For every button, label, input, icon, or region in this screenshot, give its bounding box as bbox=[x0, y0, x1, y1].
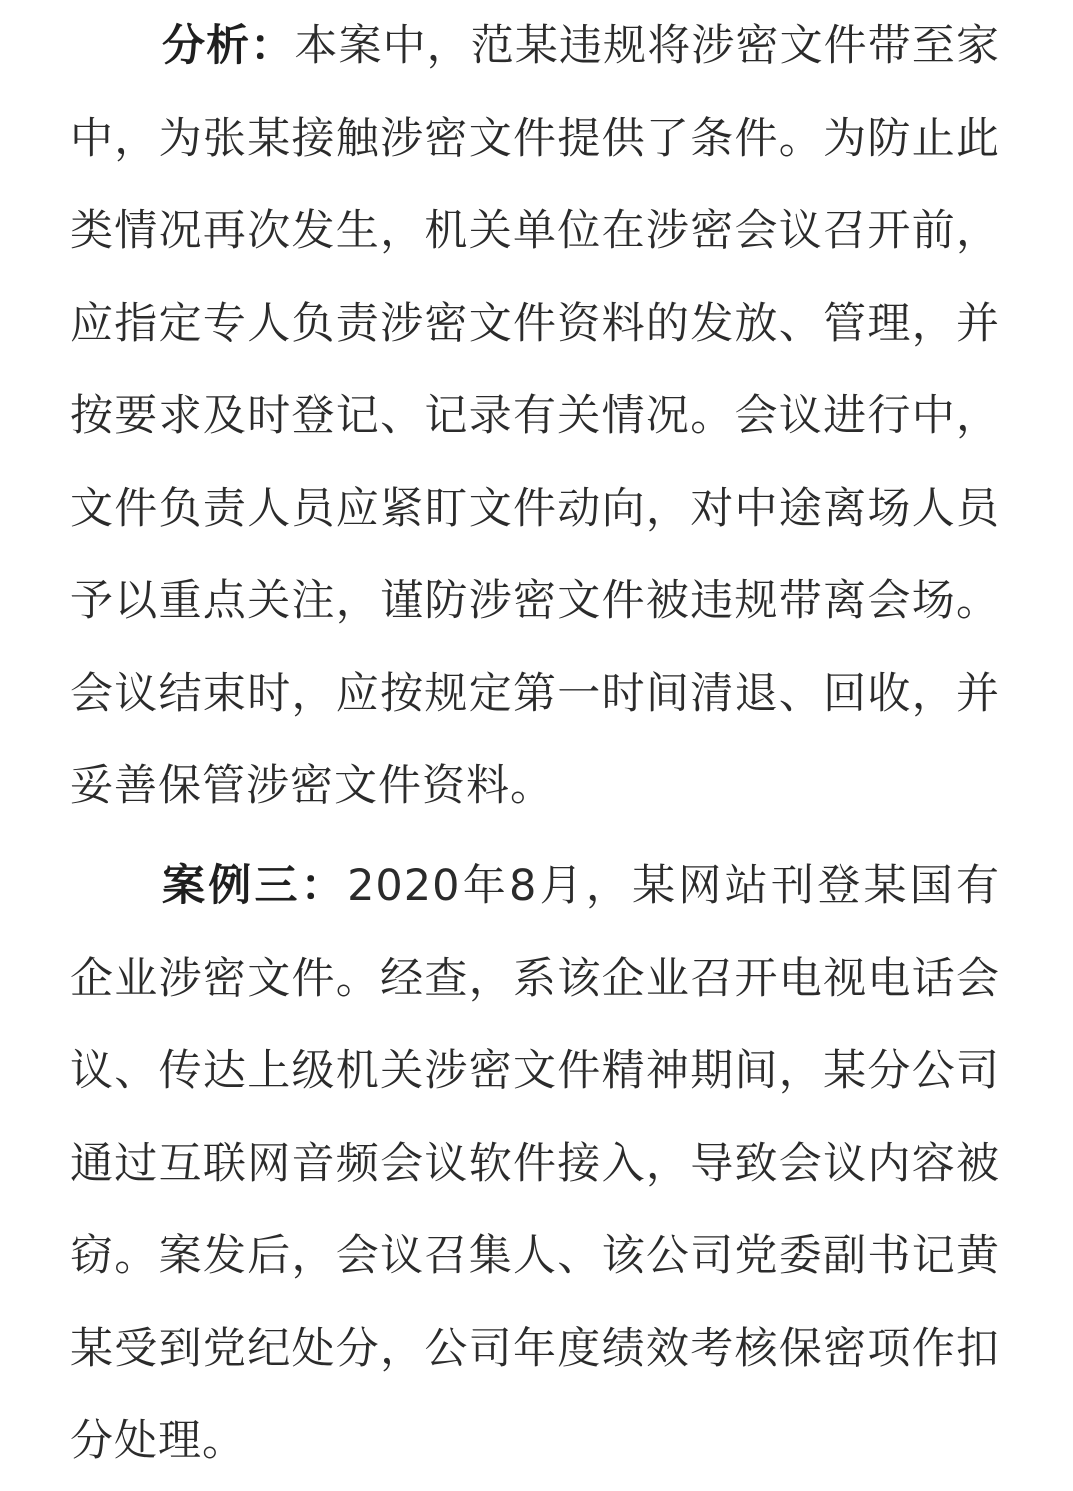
case-three-label: 案例三： bbox=[162, 861, 348, 911]
analysis-paragraph bbox=[70, 0, 1000, 833]
case-three-paragraph bbox=[70, 840, 1000, 1488]
analysis-label: 分析： bbox=[162, 21, 295, 71]
case-three-text: 2020年8月，某网站刊登某国有企业涉密文件。经查，系该企业召开电视电话会议、传达上级机关涉密文件精神期间，某分公司通过互联网音频会议软件接入，导致会议内容被窃。案发后，会议召集人、该公司党委副书记黄某受到党纪处分，公司年度绩效考核保密项作扣分处理。 bbox=[70, 861, 1001, 1466]
analysis-text: 本案中，范某违规将涉密文件带至家中，为张某接触涉密文件提供了条件。为防止此类情况再次发生，机关单位在涉密会议召开前，应指定专人负责涉密文件资料的发放、管理，并按要求及时登记、记录有关情况。会议进行中，文件负责人员应紧盯文件动向，对中途离场人员予以重点关注，谨防涉密文件被违规带离会场。会议结束时，应按规定第一时间清退、回收，并妥善保管涉密文件资料。 bbox=[70, 21, 1001, 811]
